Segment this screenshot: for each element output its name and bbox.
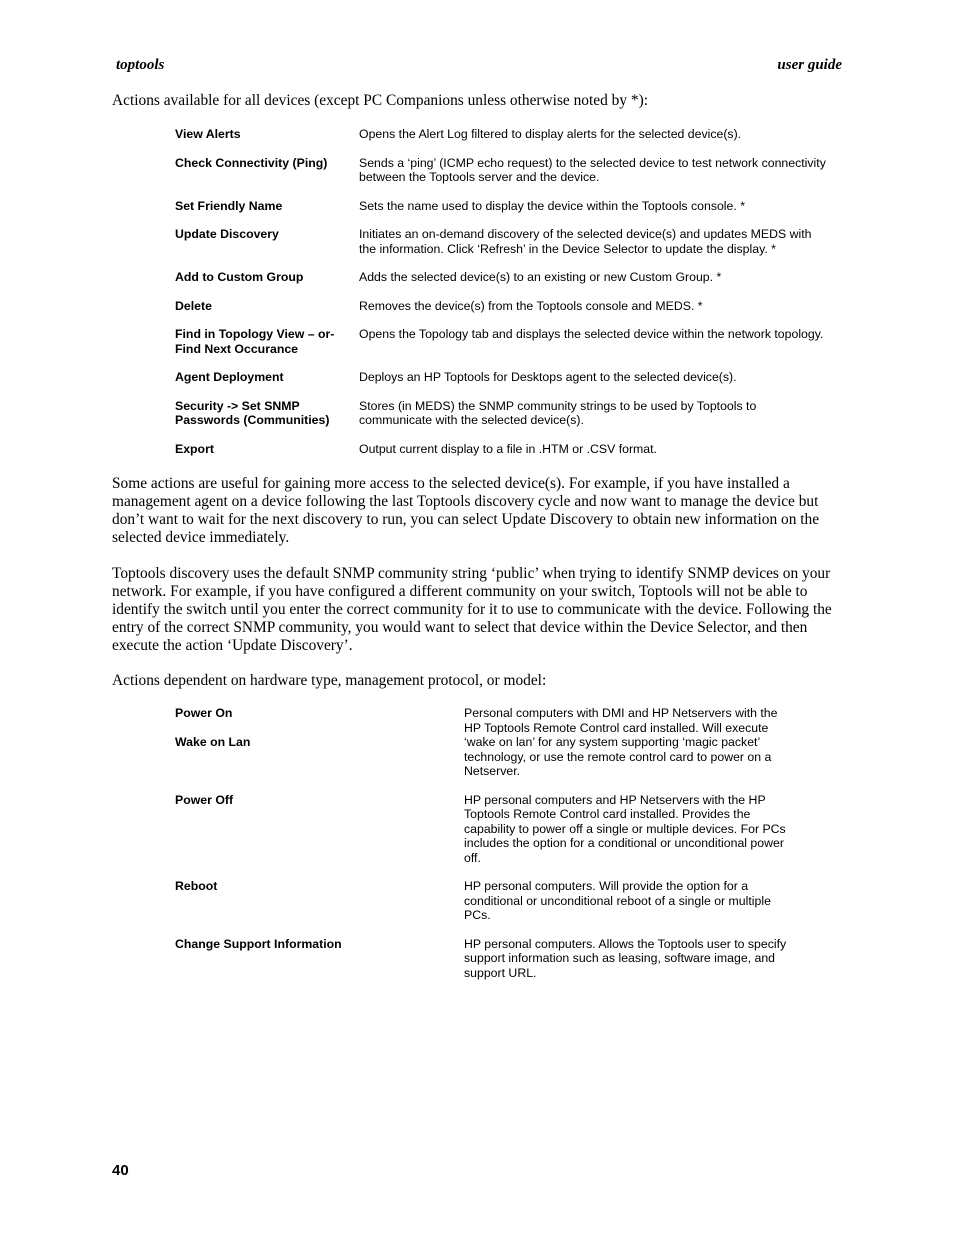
action-row [175,199,855,214]
action-term: Power Off [175,792,234,807]
intro-dependent-actions: Actions dependent on hardware type, management protocol, or model: [112,672,547,689]
action-term: Reboot [175,879,218,893]
running-header-title: toptools [116,57,165,73]
action-row [175,442,855,457]
action-term: Add to Custom Group [175,270,304,284]
actions-all-table [175,127,855,470]
action-term: Power On [175,706,233,720]
action-row [175,299,855,314]
action-term: Agent Deployment [175,370,284,384]
action-desc: Output current display to a file in .HTM or .CSV format. [359,441,657,456]
action-desc: Removes the device(s) from the Toptools console and MEDS. * [359,298,703,313]
action-term: Set Friendly Name [175,198,283,213]
action-terms [175,706,464,779]
action-desc: Sends a ‘ping’ (ICMP echo request) to the selected device to test network connectivity between the Toptools server and the device. [359,155,826,184]
action-terms [175,937,464,981]
action-desc: Sets the name used to display the device within the Toptools console. * [359,198,745,213]
intro-all-devices: Actions available for all devices (except PC Companions unless otherwise noted by *): [112,92,648,109]
action-row [175,879,815,923]
action-terms [175,793,464,866]
action-row [175,227,855,256]
action-row [175,793,815,866]
action-row [175,399,855,428]
action-term: Delete [175,298,212,313]
action-row [175,327,855,356]
page-number: 40 [112,1162,129,1179]
paragraph-update-discovery: Some actions are useful for gaining more access to the selected device(s). For example, if you have installed a management agent on a device following the last Toptools discovery cycle and now want to manage the device but don’t want to wait for the next discovery to run, you can select Update Discovery to obtain new information on the selected device immediately. [112,475,820,546]
action-terms [175,879,464,923]
running-header-section: user guide [777,57,842,73]
action-row [175,156,855,185]
paragraph-snmp-community: Toptools discovery uses the default SNMP community string ‘public’ when trying to identify SNMP devices on your network. For example, if you have configured a different community on your switch, Toptools will not be able to identify the switch until you enter the correct community for it to use to communicate with the device. Following the entry of the correct SNMP community, you would want to select that device within the Device Selector, and then execute the action ‘Update Discovery’. [112,565,832,654]
action-desc: Personal computers with DMI and HP Netservers with the HP Toptools Remote Control card installed. Will execute ‘wake on lan’ for any system supporting ‘magic packet’ technology, or use the remote control card to power on a Netserver. [464,706,778,778]
action-term: Find in Topology View – or- Find Next Occurance [175,327,335,356]
action-desc: Initiates an on-demand discovery of the selected device(s) and updates MEDS with the information. Click ‘Refresh’ in the Device Selector to update the display. * [359,227,812,256]
action-desc: Stores (in MEDS) the SNMP community strings to be used by Toptools to communicate with the selected device(s). [359,398,757,427]
action-term: Change Support Information [175,936,342,951]
action-term: Security -> Set SNMP Passwords (Communities) [175,398,330,427]
action-row [175,127,855,142]
action-row [175,937,815,981]
action-desc: Deploys an HP Toptools for Desktops agent to the selected device(s). [359,370,737,384]
action-desc: HP personal computers. Allows the Toptools user to specify support information such as leasing, software image, and support URL. [464,936,787,980]
action-row [175,370,855,385]
action-desc: HP personal computers. Will provide the option for a conditional or unconditional reboot of a single or multiple PCs. [464,879,771,922]
action-term: Export [175,441,214,456]
action-term: View Alerts [175,127,241,141]
action-desc: Adds the selected device(s) to an existing or new Custom Group. * [359,270,722,284]
action-desc: Opens the Alert Log filtered to display alerts for the selected device(s). [359,127,742,141]
action-term: Update Discovery [175,227,279,241]
action-desc: HP personal computers and HP Netservers with the HP Toptools Remote Control card installed. Provides the capability to power off a single or multiple devices. For PCs includes the option for a conditional or unconditional power off. [464,792,786,865]
action-desc: Opens the Topology tab and displays the selected device within the network topology. [359,327,824,341]
action-row [175,706,815,779]
action-term: Check Connectivity (Ping) [175,155,328,170]
action-row [175,270,855,285]
actions-dependent-table [175,706,815,994]
action-term: Wake on Lan [175,734,251,749]
